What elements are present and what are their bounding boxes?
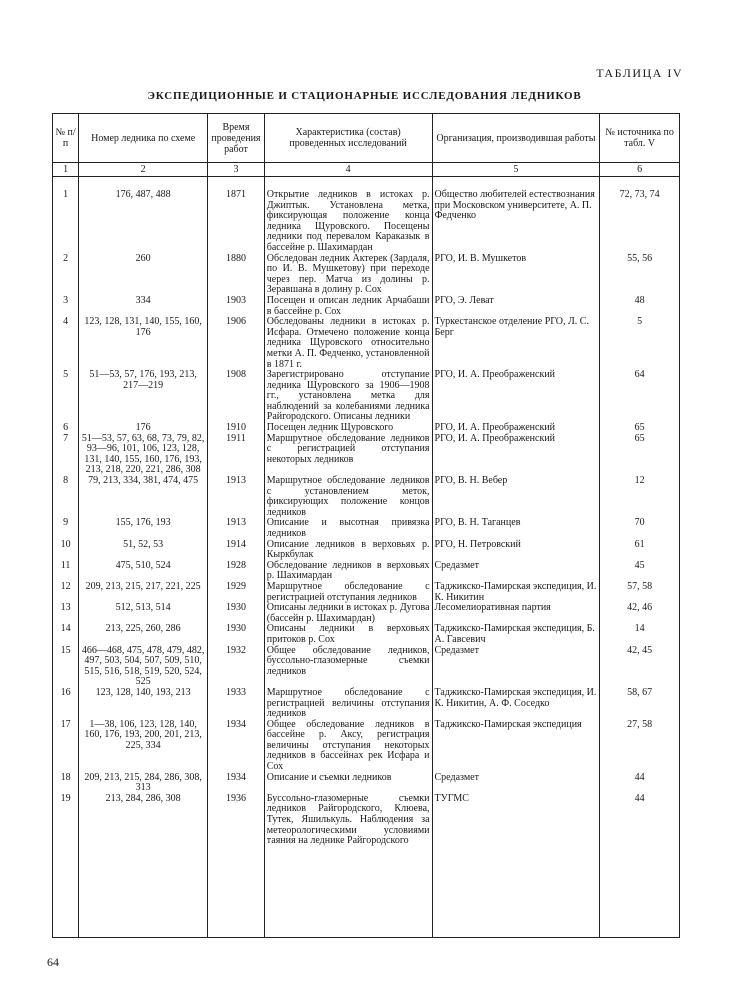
organization: Средазмет (432, 646, 600, 688)
table-row (53, 540, 680, 561)
table-label: ТАБЛИЦА IV (596, 66, 683, 80)
work-year: 1934 (208, 773, 265, 794)
table-row (53, 296, 680, 317)
column-number: 5 (432, 163, 600, 177)
work-year: 1908 (208, 370, 265, 423)
research-description: Маршрутное обследование с регистрацией величины отступания ледников (264, 688, 432, 720)
work-year: 1913 (208, 518, 265, 539)
organization: Таджикско-Памирская экспедиция (432, 720, 600, 773)
glacier-numbers: 334 (79, 296, 208, 317)
column-header-source: № источника по табл. V (600, 114, 680, 163)
table-row (53, 646, 680, 688)
research-description: Общее обследование ледников в бассейне р. Аксу, регистрация величины отступания некоторых ледников в бассейнах рек Исфара и Сох (264, 720, 432, 773)
research-description: Общее обследование ледников, буссольно-глазомерные съемки ледников (264, 646, 432, 688)
row-number: 10 (53, 540, 79, 561)
source-number: 64 (600, 370, 680, 423)
organization: Лесомелиоративная партия (432, 603, 600, 624)
table-row (53, 254, 680, 296)
organization: Таджикско-Памирская экспедиция, Б. А. Гавсевич (432, 624, 600, 645)
table-row (53, 434, 680, 476)
source-number: 44 (600, 794, 680, 847)
glacier-numbers: 213, 225, 260, 286 (79, 624, 208, 645)
glacier-numbers: 51, 52, 53 (79, 540, 208, 561)
row-number: 16 (53, 688, 79, 720)
glacier-numbers: 123, 128, 140, 193, 213 (79, 688, 208, 720)
row-number: 2 (53, 254, 79, 296)
work-year: 1929 (208, 582, 265, 603)
row-number: 12 (53, 582, 79, 603)
research-description: Маршрутное обследование ледников с установлением меток, фиксирующих положение концов ледников (264, 476, 432, 518)
page-title: ЭКСПЕДИЦИОННЫЕ И СТАЦИОНАРНЫЕ ИССЛЕДОВАНИЯ ЛЕДНИКОВ (147, 90, 582, 102)
column-header-time: Время проведения работ (208, 114, 265, 163)
work-year: 1933 (208, 688, 265, 720)
row-number: 15 (53, 646, 79, 688)
table-row (53, 476, 680, 518)
organization: РГО, И. В. Мушкетов (432, 254, 600, 296)
table-row (53, 582, 680, 603)
row-number: 6 (53, 423, 79, 434)
source-number: 55, 56 (600, 254, 680, 296)
work-year: 1871 (208, 190, 265, 254)
glacier-numbers: 176, 487, 488 (79, 190, 208, 254)
source-number: 45 (600, 561, 680, 582)
table-body (53, 177, 680, 938)
work-year: 1936 (208, 794, 265, 847)
research-description: Описаны ледники в верховьях притоков р. Сох (264, 624, 432, 645)
research-description: Обследование ледников в верховьях р. Шахимардан (264, 561, 432, 582)
organization: Средазмет (432, 561, 600, 582)
organization: РГО, В. Н. Вебер (432, 476, 600, 518)
row-number: 3 (53, 296, 79, 317)
glacier-numbers: 475, 510, 524 (79, 561, 208, 582)
glacier-numbers: 209, 213, 215, 284, 286, 308, 313 (79, 773, 208, 794)
organization: РГО, И. А. Преображенский (432, 434, 600, 476)
column-header-organization: Организация, производившая работы (432, 114, 600, 163)
table-row (53, 773, 680, 794)
row-number: 18 (53, 773, 79, 794)
source-number: 42, 45 (600, 646, 680, 688)
research-description: Описание и съемки ледников (264, 773, 432, 794)
organization: РГО, В. Н. Таганцев (432, 518, 600, 539)
row-number: 9 (53, 518, 79, 539)
source-number: 65 (600, 434, 680, 476)
organization: Таджикско-Памирская экспедиция, И. К. Никитин (432, 582, 600, 603)
row-number: 13 (53, 603, 79, 624)
glacier-numbers: 51—53, 57, 63, 68, 73, 79, 82, 93—96, 101, 106, 123, 128, 131, 140, 155, 160, 176, 193, 213, 218, 220, 221, 286, 308 (79, 434, 208, 476)
table-row (53, 794, 680, 847)
row-number: 17 (53, 720, 79, 773)
table-row (53, 688, 680, 720)
source-number: 42, 46 (600, 603, 680, 624)
source-number: 57, 58 (600, 582, 680, 603)
source-number: 14 (600, 624, 680, 645)
work-year: 1934 (208, 720, 265, 773)
row-number: 19 (53, 794, 79, 847)
column-header-glacier: Номер ледника по схеме (79, 114, 208, 163)
glacier-numbers: 260 (79, 254, 208, 296)
research-description: Зарегистрировано отступание ледника Щуровского за 1906—1908 гг., установлена метка для наблюдений за колебаниями ледника Райгородского. Описаны ледники (264, 370, 432, 423)
column-number: 6 (600, 163, 680, 177)
work-year: 1932 (208, 646, 265, 688)
work-year: 1913 (208, 476, 265, 518)
glacier-numbers: 1—38, 106, 123, 128, 140, 160, 176, 193, 200, 201, 213, 225, 334 (79, 720, 208, 773)
organization: РГО, Н. Петровский (432, 540, 600, 561)
source-number: 48 (600, 296, 680, 317)
source-number: 44 (600, 773, 680, 794)
row-number: 14 (53, 624, 79, 645)
glacier-numbers: 512, 513, 514 (79, 603, 208, 624)
glacier-numbers: 209, 213, 215, 217, 221, 225 (79, 582, 208, 603)
table-row (53, 561, 680, 582)
organization: ТУГМС (432, 794, 600, 847)
table-row (53, 624, 680, 645)
row-number: 1 (53, 190, 79, 254)
column-number: 1 (53, 163, 79, 177)
research-description: Буссольно-глазомерные съемки ледников Райгородского, Клюева, Тутек, Яшилькуль. Наблюдения за метеорологическими условиями таяния на леднике Райгородского (264, 794, 432, 847)
header-row (53, 114, 680, 163)
row-number: 4 (53, 317, 79, 370)
research-description: Открытие ледников в истоках р. Джиптык. Установлена метка, фиксирующая положение конца ледника Щуровского. Посещены ледники под перевалом Караказык в бассейне р. Шахимардан (264, 190, 432, 254)
organization: РГО, И. А. Преображенский (432, 370, 600, 423)
source-number: 72, 73, 74 (600, 190, 680, 254)
table-bottom (53, 847, 680, 938)
work-year: 1928 (208, 561, 265, 582)
glacier-numbers: 123, 128, 131, 140, 155, 160, 176 (79, 317, 208, 370)
research-description: Обследованы ледники в истоках р. Исфара. Отмечено положение конца ледника Щуровского относительно метки А. П. Федченко, установленной в 1871 г. (264, 317, 432, 370)
organization: РГО, И. А. Преображенский (432, 423, 600, 434)
table-row (53, 603, 680, 624)
glacier-numbers: 51—53, 57, 176, 193, 213, 217—219 (79, 370, 208, 423)
table-row (53, 190, 680, 254)
glacier-numbers: 155, 176, 193 (79, 518, 208, 539)
table-row (53, 720, 680, 773)
column-header-description: Характеристика (состав) проведенных исследований (264, 114, 432, 163)
organization: Таджикско-Памирская экспедиция, И. К. Никитин, А. Ф. Соседко (432, 688, 600, 720)
glacier-numbers: 176 (79, 423, 208, 434)
work-year: 1930 (208, 624, 265, 645)
column-number: 4 (264, 163, 432, 177)
row-number: 5 (53, 370, 79, 423)
source-number: 65 (600, 423, 680, 434)
row-number: 11 (53, 561, 79, 582)
organization: Туркестанское отделение РГО, Л. С. Берг (432, 317, 600, 370)
column-number: 3 (208, 163, 265, 177)
glacier-research-table (52, 113, 680, 938)
work-year: 1906 (208, 317, 265, 370)
glacier-numbers: 466—468, 475, 478, 479, 482, 497, 503, 504, 507, 509, 510, 515, 516, 518, 519, 520, 524, 525 (79, 646, 208, 688)
work-year: 1914 (208, 540, 265, 561)
column-number-row (53, 163, 680, 177)
work-year: 1930 (208, 603, 265, 624)
column-number: 2 (79, 163, 208, 177)
work-year: 1880 (208, 254, 265, 296)
research-description: Обследован ледник Актерек (Зардаля, по И. В. Мушкетову) при переходе через пер. Матча из долины р. Зеравшана в долину р. Сох (264, 254, 432, 296)
column-header-number: № п/п (53, 114, 79, 163)
source-number: 70 (600, 518, 680, 539)
source-number: 12 (600, 476, 680, 518)
table-row (53, 317, 680, 370)
research-description: Описание и высотная привязка ледников (264, 518, 432, 539)
organization: Средазмет (432, 773, 600, 794)
work-year: 1911 (208, 434, 265, 476)
organization: РГО, Э. Леват (432, 296, 600, 317)
table-row (53, 518, 680, 539)
glacier-numbers: 213, 284, 286, 308 (79, 794, 208, 847)
research-description: Описаны ледники в истоках р. Дугова (бассейн р. Шахимардан) (264, 603, 432, 624)
work-year: 1910 (208, 423, 265, 434)
research-description: Посещен и описан ледник Арчабаши в бассейне р. Сох (264, 296, 432, 317)
research-description: Описание ледников в верховьях р. Кыркбулак (264, 540, 432, 561)
source-number: 5 (600, 317, 680, 370)
spacer-row (53, 177, 680, 191)
organization: Общество любителей естествознания при Московском университете, А. П. Федченко (432, 190, 600, 254)
table-row (53, 370, 680, 423)
research-description: Посещен ледник Щуровского (264, 423, 432, 434)
work-year: 1903 (208, 296, 265, 317)
source-number: 61 (600, 540, 680, 561)
source-number: 58, 67 (600, 688, 680, 720)
research-description: Маршрутное обследование ледников с регистрацией отступания некоторых ледников (264, 434, 432, 476)
row-number: 7 (53, 434, 79, 476)
glacier-numbers: 79, 213, 334, 381, 474, 475 (79, 476, 208, 518)
page-number: 64 (47, 955, 59, 969)
source-number: 27, 58 (600, 720, 680, 773)
research-description: Маршрутное обследование с регистрацией отступания ледников (264, 582, 432, 603)
row-number: 8 (53, 476, 79, 518)
